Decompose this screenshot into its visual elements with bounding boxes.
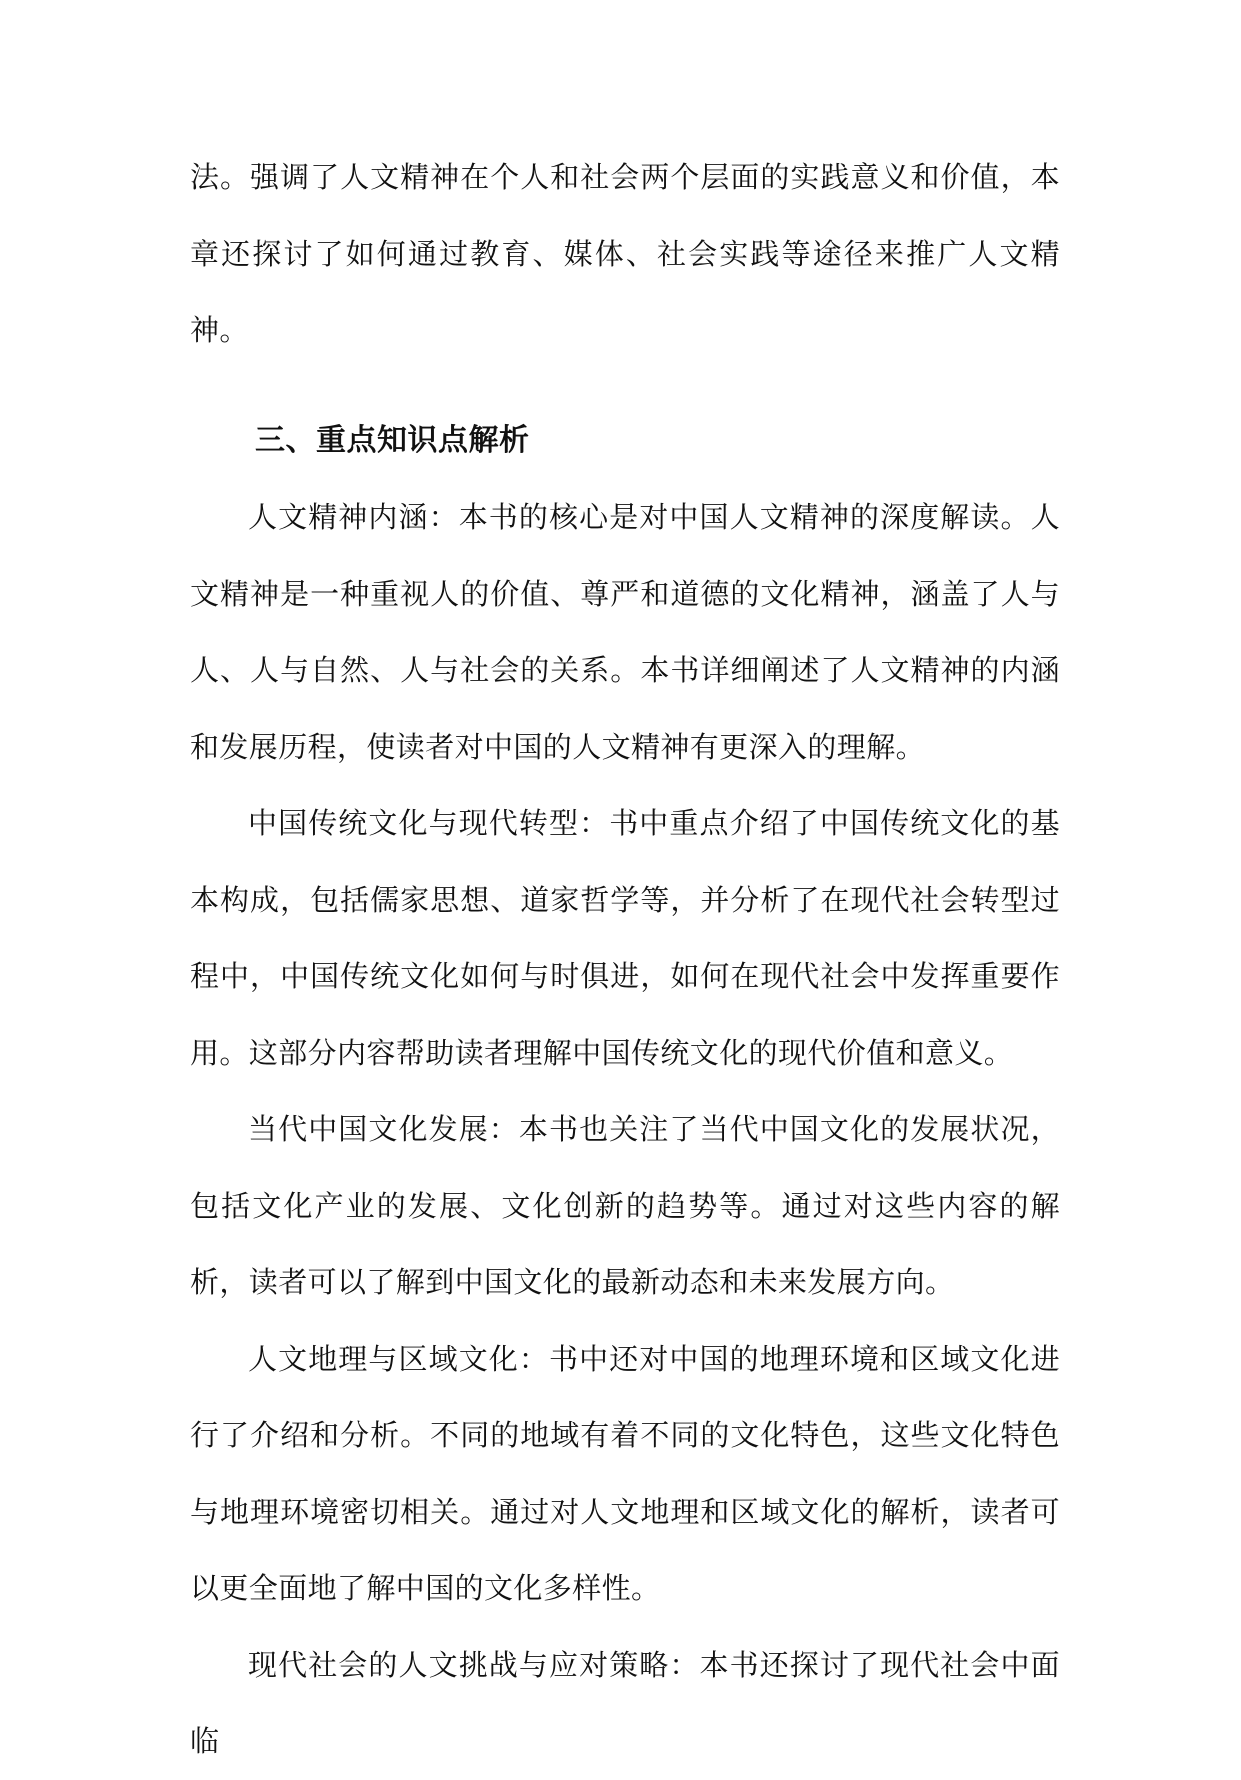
- paragraph-contemporary-culture: 当代中国文化发展：本书也关注了当代中国文化的发展状况，包括文化产业的发展、文化创新的趋势等。通过对这些内容的解析，读者可以了解到中国文化的最新动态和未来发展方向。: [190, 1112, 1060, 1299]
- paragraph-modern-challenges: 现代社会的人文挑战与应对策略：本书还探讨了现代社会中面临: [190, 1647, 1060, 1758]
- document-body: [190, 139, 1060, 1780]
- paragraph-humanistic-spirit: 人文精神内涵：本书的核心是对中国人文精神的深度解读。人文精神是一种重视人的价值、尊严和道德的文化精神，涵盖了人与人、人与自然、人与社会的关系。本书详细阐述了人文精神的内涵和发展历程，使读者对中国的人文精神有更深入的理解。: [190, 500, 1060, 764]
- paragraph-regional-culture: 人文地理与区域文化：书中还对中国的地理环境和区域文化进行了介绍和分析。不同的地域有着不同的文化特色，这些文化特色与地理环境密切相关。通过对人文地理和区域文化的解析，读者可以更全面地了解中国的文化多样性。: [190, 1341, 1060, 1605]
- continued-paragraph: 法。强调了人文精神在个人和社会两个层面的实践意义和价值，本章还探讨了如何通过教育、媒体、社会实践等途径来推广人文精神。: [190, 160, 1060, 347]
- paragraph-traditional-culture: 中国传统文化与现代转型：书中重点介绍了中国传统文化的基本构成，包括儒家思想、道家哲学等，并分析了在现代社会转型过程中，中国传统文化如何与时俱进，如何在现代社会中发挥重要作用。这部分内容帮助读者理解中国传统文化的现代价值和意义。: [190, 806, 1060, 1070]
- section-heading: 三、重点知识点解析: [255, 422, 530, 458]
